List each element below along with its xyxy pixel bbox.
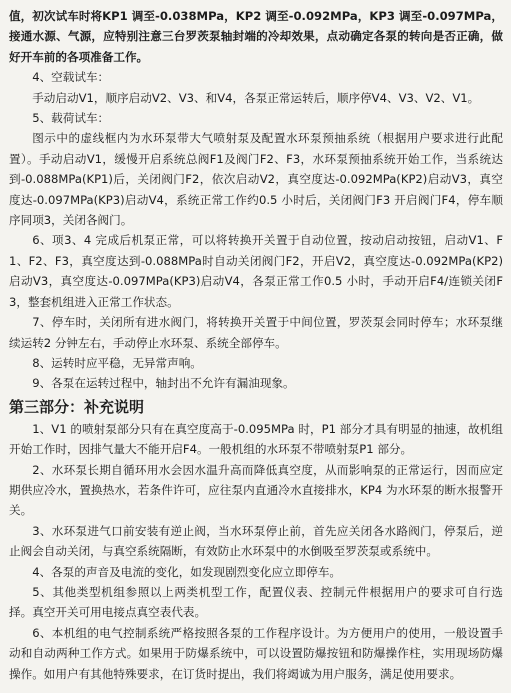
paragraph-note-6: 6、本机组的电气控制系统严格按照各泵的工作程序设计。为方便用户的使用，一般设置手动和自动两种工作方式。如果用于防爆系统中，可以设置防爆按钮和防爆操作柱，实用现场防爆操作。如用户有其他特殊要求，在订货时提出，我们将竭诚为用户服务，满足使用要求。 — [9, 625, 503, 681]
paragraph-item-7: 7、停车时，关闭所有进水阀门，将转换开关置于中间位置，罗茨泵会同时停车；水环泵继续运转2 分钟左右，手动停止水环泵、系统全部停车。 — [9, 315, 503, 350]
paragraph-note-3: 3、水环泵进气口前安装有逆止阀，当水环泵停止前，首先应关闭各水路阀门，停泵后，逆止阀会自动关闭，与真空系统隔断，有效防止水环泵中的水倒吸至罗茨泵或系统中。 — [9, 523, 503, 559]
section-3-heading: 第三部分：补充说明 — [9, 397, 145, 416]
paragraph-note-1: 1、V1 的喷射泵部分只有在真空度高于-0.095MPa 时，P1 部分才具有明显的抽速，故机组开始工作时，因排气量大不能开启F4。一般机组的水环泵不带喷射泵P1 部分。 — [9, 421, 503, 457]
paragraph-item-6: 6、项3、4 完成后机泵正常，可以将转换开关置于自动位置，按动启动按钮，启动V1、F1、F2、F3，真空度达到-0.088MPa时自动关闭阀门F2，开启V2，真空度达-0.092MPa(KP2)启动V3，真空度达-0.097MPa(KP3)启动V4，各泵正常工作0.5 小时，手动开启F4/连锁关闭F3，整套机组进入正常工作状态。 — [9, 233, 503, 309]
paragraph-item-5-body: 图示中的虚线框内为水环泵带大气喷射泵及配置水环泵预抽系统（根据用户要求进行此配置）。手动启动V1，缓慢开启系统总阀F1及阀门F2、F3，水环泵预抽系统开始工作，当系统达到-0.088MPa(KP1)后，关闭阀门F2，依次启动V2，真空度达-0.092MPa(KP2)启动V3，真空度达-0.097MPa(KP3)启动V4，系统正常工作约0.5 小时后，关闭阀门F3 开启阀门F4，停车顺序同项3，关闭各阀门。 — [9, 131, 503, 228]
paragraph-item-4-body: 手动启动V1，顺序启动V2、V3、和V4，各泵正常运转后，顺序停V4、V3、V2、V1。 — [32, 90, 480, 105]
paragraph-item-8: 8、运转时应平稳，无异常声响。 — [32, 355, 202, 370]
paragraph-item-4-heading: 4、空载试车： — [32, 70, 110, 85]
paragraph-note-5: 5、其他类型机组参照以上两类机型工作，配置仪表、控制元件根据用户的要求可自行选择。真空开关可用电接点真空表代表。 — [9, 584, 503, 620]
paragraph-item-9: 9、各泵在运转过程中，轴封出不允许有漏油现象。 — [32, 376, 295, 391]
paragraph-item-5-heading: 5、载荷试车： — [32, 111, 110, 126]
paragraph-note-2: 2、水环泵长期自循环用水会因水温升高而降低真空度，从而影响泵的正常运行，因而应定期供应冷水，置换热水，若条件许可，应往泵内直通冷水直接排水，KP4 为水环泵的断水报警开关。 — [9, 462, 503, 518]
paragraph-note-4: 4、各泵的声音及电流的变化，如发现剧烈变化应立即停车。 — [32, 564, 342, 579]
paragraph-continued-initial-test: 值，初次试车时将KP1 调至-0.038MPa，KP2 调至-0.092MPa，KP3 调至-0.097MPa，接通水源、气源，应特别注意三台罗茨泵轴封端的冷却效果，点动确定各泵的转向是否正确，做好开车前的各项准备工作。 — [9, 9, 503, 64]
